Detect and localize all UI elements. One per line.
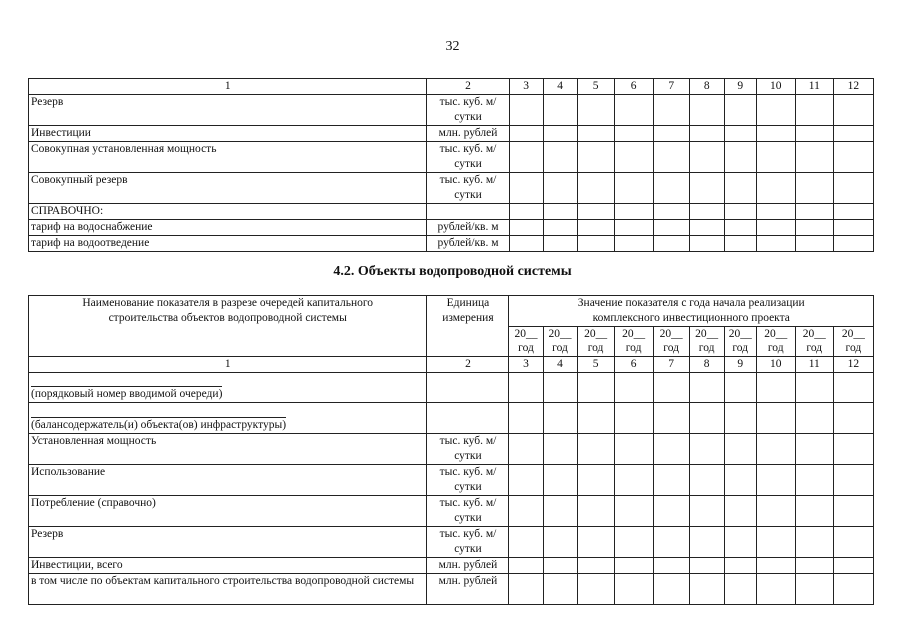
table-row: [29, 373, 874, 403]
value-cell: [614, 126, 653, 142]
value-cell: [756, 236, 795, 252]
value-cell: [577, 95, 614, 126]
value-cell: [614, 204, 653, 220]
indicator-name-cell: Совокупная установленная мощность: [29, 142, 427, 173]
value-cell: [689, 434, 724, 465]
table-row: [29, 465, 874, 496]
value-cell: [689, 173, 724, 204]
column-number-cell: 2: [427, 79, 509, 95]
value-cell: [795, 434, 833, 465]
value-cell: [689, 527, 724, 558]
value-cell: [689, 496, 724, 527]
value-cell: [653, 95, 689, 126]
value-cell: [614, 527, 653, 558]
table-row: [29, 574, 874, 605]
value-cell: [543, 204, 577, 220]
value-cell: [795, 204, 833, 220]
value-cell: [724, 465, 756, 496]
value-cell: [795, 496, 833, 527]
unit-cell: тыс. куб. м/сутки: [427, 173, 509, 204]
value-cell: [756, 95, 795, 126]
unit-header: Единица измерения: [427, 296, 509, 357]
value-cell: [724, 574, 756, 605]
value-cell: [509, 220, 543, 236]
table-row: [29, 173, 874, 204]
value-cell: [756, 434, 795, 465]
value-cell: [833, 527, 873, 558]
unit-cell: [427, 373, 509, 403]
value-cell: [724, 126, 756, 142]
value-cell: [795, 574, 833, 605]
value-cell: [653, 527, 689, 558]
value-cell: [543, 465, 577, 496]
column-number-cell: 5: [577, 79, 614, 95]
value-cell: [577, 558, 614, 574]
year-cell: 20__ год: [795, 327, 833, 357]
value-cell: [724, 403, 756, 434]
value-cell: [653, 126, 689, 142]
value-cell: [543, 220, 577, 236]
indicator-name-cell: Резерв: [29, 527, 427, 558]
year-cell: 20__ год: [509, 327, 543, 357]
value-cell: [653, 558, 689, 574]
indicator-name-cell: Совокупный резерв: [29, 173, 427, 204]
column-number-cell: 3: [509, 357, 543, 373]
indicator-name-cell: тариф на водоотведение: [29, 236, 427, 252]
indicator-name-cell: Инвестиции: [29, 126, 427, 142]
value-cell: [833, 236, 873, 252]
value-cell: [724, 496, 756, 527]
value-cell: [689, 574, 724, 605]
value-cell: [833, 126, 873, 142]
value-cell: [509, 236, 543, 252]
unit-cell: тыс. куб. м/сутки: [427, 527, 509, 558]
value-cell: [833, 403, 873, 434]
year-cell: 20__ год: [689, 327, 724, 357]
unit-cell: млн. рублей: [427, 558, 509, 574]
value-cell: [543, 403, 577, 434]
value-cell: [509, 527, 543, 558]
column-number-cell: 6: [614, 357, 653, 373]
value-cell: [756, 220, 795, 236]
column-number-cell: 12: [833, 357, 873, 373]
value-cell: [614, 236, 653, 252]
value-cell: [795, 465, 833, 496]
column-number-cell: 9: [724, 79, 756, 95]
indicator-name-cell: [29, 373, 427, 403]
value-cell: [577, 204, 614, 220]
year-cell: 20__ год: [756, 327, 795, 357]
value-cell: [689, 403, 724, 434]
year-cell: 20__ год: [614, 327, 653, 357]
indicator-name-cell: Инвестиции, всего: [29, 558, 427, 574]
queue-number-caption: (порядковый номер вводимой очереди): [31, 388, 223, 400]
column-number-cell: 11: [795, 79, 833, 95]
table-row: [29, 220, 874, 236]
unit-cell: [427, 204, 509, 220]
value-cell: [689, 126, 724, 142]
value-cell: [543, 373, 577, 403]
value-cell: [543, 527, 577, 558]
value-cell: [577, 373, 614, 403]
value-cell: [833, 465, 873, 496]
value-cell: [756, 465, 795, 496]
value-cell: [653, 142, 689, 173]
indicator-name-cell: Использование: [29, 465, 427, 496]
value-cell: [653, 173, 689, 204]
value-cell: [689, 465, 724, 496]
column-number-cell: 7: [653, 79, 689, 95]
value-cell: [577, 496, 614, 527]
value-cell: [833, 574, 873, 605]
value-cell: [756, 126, 795, 142]
value-cell: [689, 558, 724, 574]
value-cell: [577, 403, 614, 434]
year-cell: 20__ год: [543, 327, 577, 357]
year-cell: 20__ год: [833, 327, 873, 357]
value-cell: [577, 220, 614, 236]
value-cell: [724, 558, 756, 574]
value-cell: [509, 204, 543, 220]
value-cell: [833, 496, 873, 527]
value-cell: [833, 434, 873, 465]
value-cell: [543, 142, 577, 173]
balance-holder-caption: (балансодержатель(и) объекта(ов) инфраструктуры): [31, 419, 287, 431]
unit-cell: тыс. куб. м/сутки: [427, 142, 509, 173]
value-cell: [795, 403, 833, 434]
value-cell: [653, 220, 689, 236]
value-cell: [795, 126, 833, 142]
indicator-name-cell: Потребление (справочно): [29, 496, 427, 527]
value-cell: [724, 527, 756, 558]
table-row: [29, 434, 874, 465]
year-cell: 20__ год: [577, 327, 614, 357]
table-water-supply-objects: [28, 295, 874, 605]
indicator-name-cell: тариф на водоснабжение: [29, 220, 427, 236]
value-cell: [543, 236, 577, 252]
column-number-row: [29, 357, 874, 373]
table-row: [29, 558, 874, 574]
unit-cell: тыс. куб. м/сутки: [427, 95, 509, 126]
value-cell: [509, 173, 543, 204]
year-cell: 20__ год: [653, 327, 689, 357]
value-cell: [543, 95, 577, 126]
value-cell: [689, 204, 724, 220]
value-cell: [833, 204, 873, 220]
value-cell: [724, 173, 756, 204]
value-cell: [509, 142, 543, 173]
value-cell: [509, 95, 543, 126]
column-number-cell: 8: [689, 357, 724, 373]
column-number-cell: 10: [756, 357, 795, 373]
value-cell: [756, 496, 795, 527]
value-cell: [689, 373, 724, 403]
column-number-cell: 12: [833, 79, 873, 95]
value-cell: [724, 95, 756, 126]
value-cell: [614, 465, 653, 496]
value-cell: [653, 434, 689, 465]
value-cell: [653, 204, 689, 220]
value-cell: [614, 558, 653, 574]
value-cell: [509, 465, 543, 496]
value-cell: [724, 373, 756, 403]
value-cell: [795, 173, 833, 204]
value-cell: [543, 434, 577, 465]
table-row: [29, 527, 874, 558]
value-cell: [509, 434, 543, 465]
value-cell: [653, 236, 689, 252]
page-number: 32: [445, 39, 460, 54]
value-cell: [795, 95, 833, 126]
value-cell: [577, 126, 614, 142]
column-number-cell: 11: [795, 357, 833, 373]
value-cell: [614, 173, 653, 204]
value-cell: [795, 142, 833, 173]
value-cell: [833, 220, 873, 236]
value-cell: [756, 204, 795, 220]
value-cell: [833, 558, 873, 574]
table2-header-row: [29, 296, 874, 327]
unit-cell: рублей/кв. м: [427, 220, 509, 236]
value-cell: [689, 95, 724, 126]
value-cell: [689, 142, 724, 173]
value-cell: [756, 558, 795, 574]
value-cell: [577, 173, 614, 204]
value-cell: [614, 95, 653, 126]
unit-cell: млн. рублей: [427, 126, 509, 142]
value-cell: [509, 558, 543, 574]
year-cell: 20__ год: [724, 327, 756, 357]
value-cell: [795, 220, 833, 236]
column-number-cell: 9: [724, 357, 756, 373]
value-cell: [756, 173, 795, 204]
value-cell: [653, 496, 689, 527]
value-cell: [833, 142, 873, 173]
value-cell: [509, 496, 543, 527]
table-row: [29, 236, 874, 252]
table-row: [29, 403, 874, 434]
value-cell: [614, 220, 653, 236]
table-row: [29, 95, 874, 126]
value-cell: [833, 373, 873, 403]
value-cell: [543, 574, 577, 605]
table-row: [29, 126, 874, 142]
value-cell: [509, 574, 543, 605]
column-number-cell: 1: [29, 79, 427, 95]
value-cell: [756, 574, 795, 605]
indicator-name-header: Наименование показателя в разрезе очередей капитального строительства объектов водопроводной системы: [29, 296, 427, 357]
column-number-cell: 8: [689, 79, 724, 95]
value-cell: [543, 496, 577, 527]
value-cell: [724, 204, 756, 220]
value-cell: [756, 142, 795, 173]
value-cell: [724, 142, 756, 173]
value-cell: [653, 373, 689, 403]
value-cell: [795, 236, 833, 252]
unit-cell: млн. рублей: [427, 574, 509, 605]
table-row: [29, 142, 874, 173]
column-number-cell: 4: [543, 79, 577, 95]
value-cell: [543, 126, 577, 142]
column-number-cell: 4: [543, 357, 577, 373]
unit-cell: тыс. куб. м/сутки: [427, 434, 509, 465]
table1-header-row: [29, 79, 874, 95]
unit-cell: тыс. куб. м/сутки: [427, 465, 509, 496]
column-number-cell: 10: [756, 79, 795, 95]
value-cell: [795, 373, 833, 403]
value-cell: [795, 558, 833, 574]
value-cell: [756, 403, 795, 434]
value-cell: [543, 173, 577, 204]
value-cell: [653, 465, 689, 496]
value-cell: [577, 434, 614, 465]
table-row: [29, 204, 874, 220]
value-cell: [509, 373, 543, 403]
unit-cell: [427, 403, 509, 434]
value-cell: [577, 574, 614, 605]
indicator-name-cell: Резерв: [29, 95, 427, 126]
indicator-name-cell: СПРАВОЧНО:: [29, 204, 427, 220]
value-cell: [614, 403, 653, 434]
column-number-cell: 1: [29, 357, 427, 373]
table-top-continuation: [28, 78, 874, 252]
value-cell: [756, 373, 795, 403]
column-number-cell: 6: [614, 79, 653, 95]
column-number-cell: 7: [653, 357, 689, 373]
value-cell: [577, 142, 614, 173]
unit-cell: тыс. куб. м/сутки: [427, 496, 509, 527]
value-cell: [577, 527, 614, 558]
value-cell: [509, 403, 543, 434]
column-number-cell: 5: [577, 357, 614, 373]
value-cell: [653, 403, 689, 434]
indicator-name-cell: Установленная мощность: [29, 434, 427, 465]
value-cell: [724, 236, 756, 252]
value-cell: [689, 220, 724, 236]
indicator-name-cell: [29, 403, 427, 434]
value-cell: [724, 434, 756, 465]
unit-cell: рублей/кв. м: [427, 236, 509, 252]
indicator-name-cell: в том числе по объектам капитального строительства водопроводной системы: [29, 574, 427, 605]
value-cell: [795, 527, 833, 558]
column-number-cell: 3: [509, 79, 543, 95]
value-header: Значение показателя с года начала реализации комплексного инвестиционного проекта: [509, 296, 874, 327]
value-cell: [614, 373, 653, 403]
value-cell: [614, 142, 653, 173]
column-number-cell: 2: [427, 357, 509, 373]
section-title: 4.2. Объекты водопроводной системы: [333, 264, 572, 279]
value-cell: [689, 236, 724, 252]
value-cell: [756, 527, 795, 558]
value-cell: [614, 496, 653, 527]
value-cell: [614, 574, 653, 605]
value-cell: [509, 126, 543, 142]
table-row: [29, 496, 874, 527]
value-cell: [833, 173, 873, 204]
value-cell: [833, 95, 873, 126]
value-cell: [577, 465, 614, 496]
value-cell: [724, 220, 756, 236]
value-cell: [543, 558, 577, 574]
value-cell: [577, 236, 614, 252]
value-cell: [653, 574, 689, 605]
value-cell: [614, 434, 653, 465]
